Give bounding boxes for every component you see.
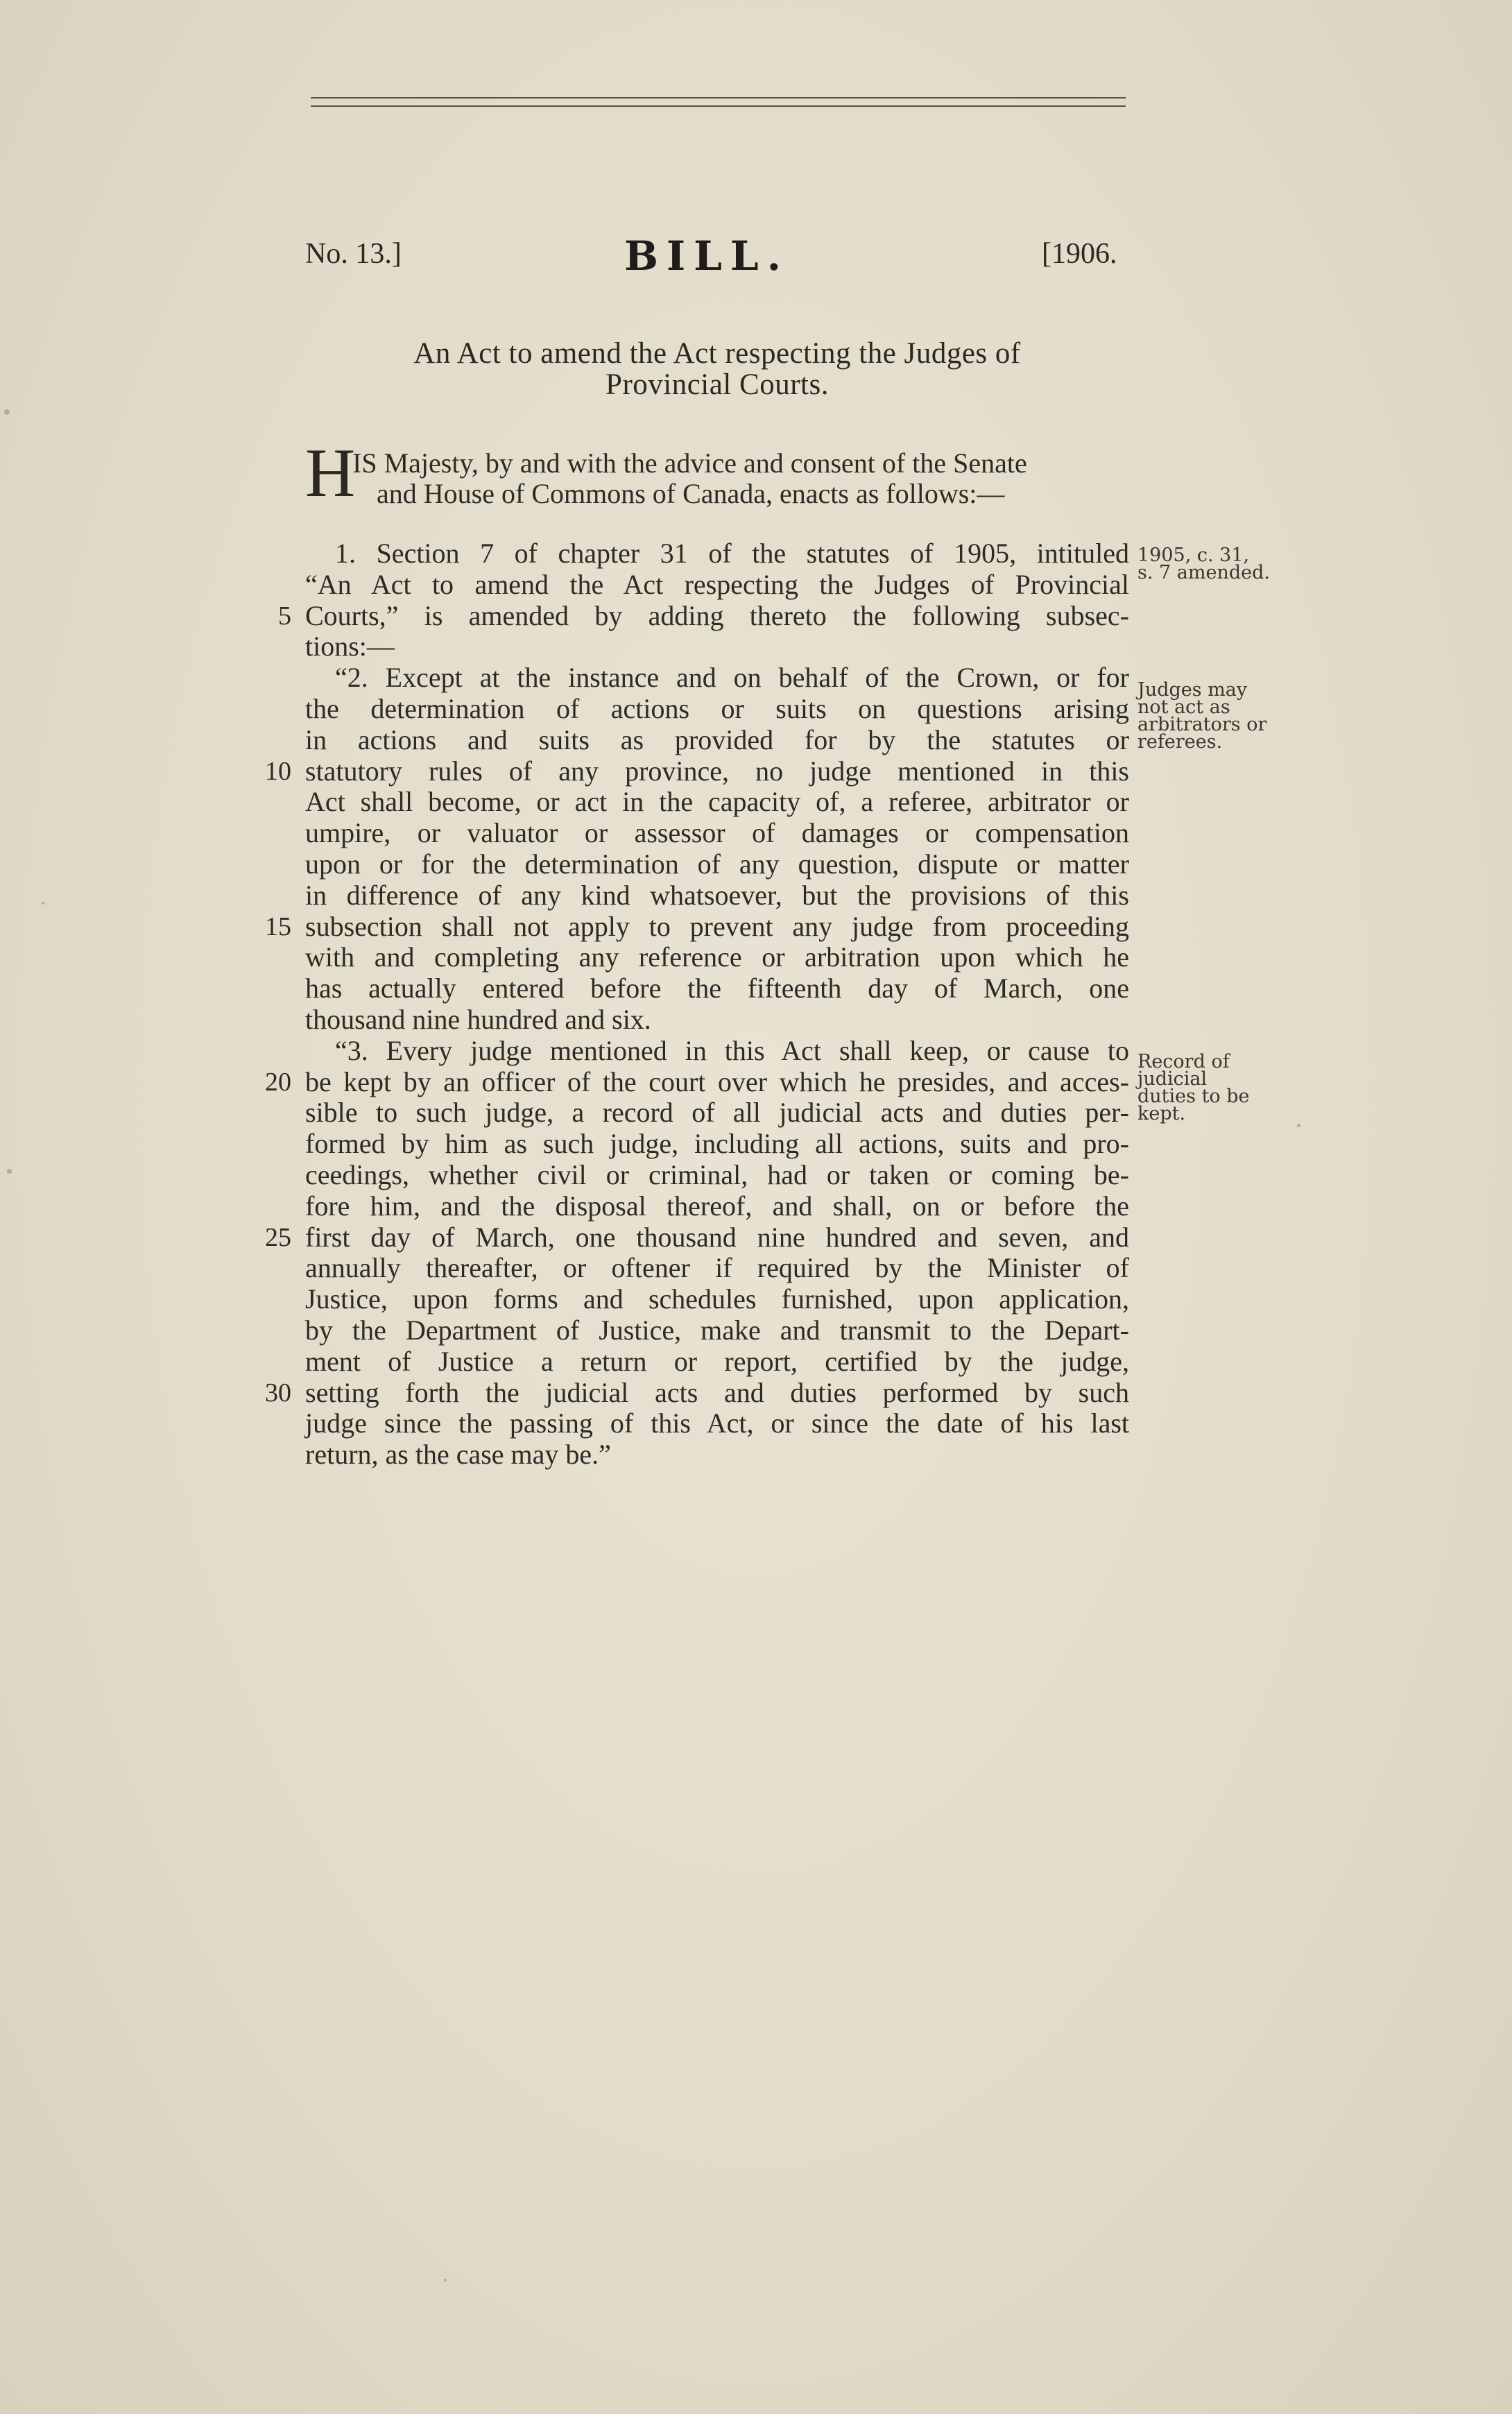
body-line: 1. Section 7 of chapter 31 of the statutes of 1905, intituled — [335, 538, 1129, 569]
act-title-line: Provincial Courts. — [605, 368, 829, 401]
bill-title: BILL. — [624, 232, 789, 280]
paper-speck — [42, 902, 44, 905]
body-line: thousand nine hundred and six. — [305, 1004, 651, 1035]
body-line: return, as the case may be.” — [305, 1439, 611, 1470]
side-note-line: s. 7 amended. — [1137, 562, 1270, 583]
bill-number: No. 13.] — [305, 238, 402, 270]
body-line: setting forth the judicial acts and duties performed by such — [305, 1377, 1129, 1408]
paper-speck — [1297, 1124, 1300, 1127]
top-rule — [311, 97, 1126, 99]
preamble-line: IS Majesty, by and with the advice and consent of the Senate — [352, 447, 1027, 479]
preamble-line: and House of Commons of Canada, enacts as follows:— — [377, 478, 1005, 509]
body-line: the determination of actions or suits on questions arising — [305, 693, 1129, 724]
side-note-line: Judges may — [1137, 679, 1248, 701]
body-line: sible to such judge, a record of all judicial acts and duties per- — [305, 1097, 1129, 1128]
body-line: statutory rules of any province, no judge mentioned in this — [305, 755, 1129, 787]
side-note-line: arbitrators or — [1137, 714, 1267, 735]
paper-speck — [7, 1169, 12, 1174]
body-line: Act shall become, or act in the capacity of, a referee, arbitrator or — [305, 786, 1129, 817]
paper-speck — [4, 409, 10, 415]
side-note-line: not act as — [1137, 696, 1230, 718]
body-line: with and completing any reference or arbitration upon which he — [305, 941, 1129, 973]
line-number: 10 — [265, 757, 291, 786]
side-note-line: judicial — [1137, 1068, 1208, 1090]
line-number: 30 — [265, 1378, 291, 1407]
body-line: “An Act to amend the Act respecting the Judges of Provincial — [305, 569, 1129, 600]
paper-speck — [444, 2279, 447, 2282]
body-line: Courts,” is amended by adding thereto the following subsec- — [305, 600, 1129, 631]
body-line: “2. Except at the instance and on behalf of the Crown, or for — [335, 662, 1129, 693]
body-line: Justice, upon forms and schedules furnished, upon application, — [305, 1283, 1129, 1315]
line-number: 25 — [265, 1223, 291, 1252]
line-number: 5 — [278, 601, 291, 631]
body-line: ment of Justice a return or report, certified by the judge, — [305, 1346, 1129, 1377]
drop-cap: H — [305, 434, 356, 511]
side-note-line: duties to be — [1137, 1086, 1250, 1107]
body-line: ceedings, whether civil or criminal, had or taken or coming be- — [305, 1159, 1129, 1190]
body-line: judge since the passing of this Act, or since the date of his last — [305, 1407, 1129, 1439]
body-line: annually thereafter, or oftener if required by the Minister of — [305, 1252, 1129, 1283]
side-note-line: referees. — [1137, 731, 1223, 753]
body-line: by the Department of Justice, make and transmit to the Depart- — [305, 1315, 1129, 1346]
body-line: “3. Every judge mentioned in this Act shall keep, or cause to — [335, 1035, 1129, 1066]
body-line: in difference of any kind whatsoever, but the provisions of this — [305, 880, 1129, 911]
body-line: formed by him as such judge, including all actions, suits and pro- — [305, 1128, 1129, 1159]
body-line: be kept by an officer of the court over which he presides, and acces- — [305, 1066, 1129, 1097]
line-number: 15 — [265, 912, 291, 941]
act-title-line: An Act to amend the Act respecting the Judges of — [413, 337, 1021, 370]
body-line: umpire, or valuator or assessor of damages or compensation — [305, 817, 1129, 848]
body-line: in actions and suits as provided for by the statutes or — [305, 724, 1129, 755]
side-note-line: Record of — [1137, 1051, 1230, 1072]
line-number: 20 — [265, 1068, 291, 1097]
body-line: fore him, and the disposal thereof, and shall, on or before the — [305, 1190, 1129, 1222]
body-line: upon or for the determination of any question, dispute or matter — [305, 848, 1129, 880]
body-line: tions:— — [305, 631, 395, 662]
top-rule — [311, 105, 1126, 107]
side-note-line: kept. — [1137, 1103, 1186, 1124]
body-line: subsection shall not apply to prevent any judge from proceeding — [305, 911, 1129, 942]
body-line: has actually entered before the fifteenth day of March, one — [305, 973, 1129, 1004]
bill-year: [1906. — [1042, 238, 1117, 270]
side-note-line: 1905, c. 31, — [1137, 545, 1250, 566]
body-line: first day of March, one thousand nine hundred and seven, and — [305, 1222, 1129, 1253]
